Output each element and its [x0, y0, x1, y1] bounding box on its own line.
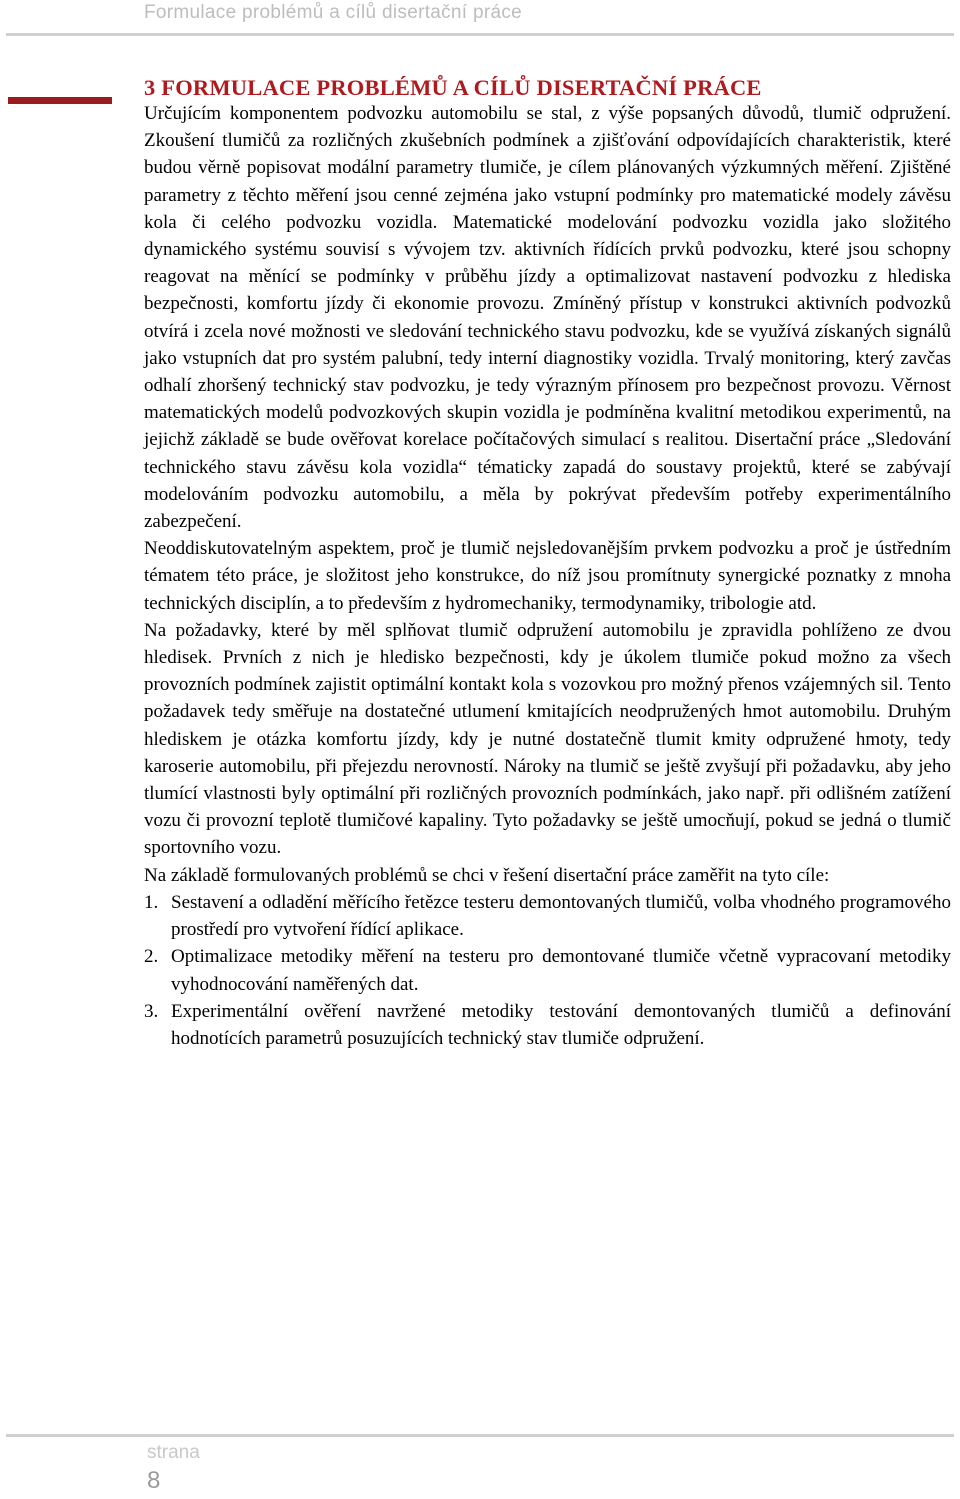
paragraph-goals-intro: Na základě formulovaných problémů se chci v řešení disertační práce zaměřit na tyto cíle:: [144, 864, 830, 886]
goal-item: [144, 889, 951, 943]
goal-item: [144, 998, 951, 1052]
paragraph-requirements: Na požadavky, které by měl splňovat tlumič odpružení automobilu je zpravidla pohlíženo ze dvou hledisek. Prvních z nich je hledisko bezpečnosti, kdy je úkolem tlumiče pokud možno za všech provozních podmínek zajistit optimální kontakt kola s vozovkou pro možný přenos vzájemných sil. Tento požadavek tedy směřuje na dostatečné utlumení kmitajících neodpružených hmot automobilu. Druhým hlediskem je otázka komfortu jízdy, kdy je nutné dostatečně tlumit kmity odpružené hmoty, tedy karoserie automobilu, při přejezdu nerovností. Nároky na tlumič se ještě zvyšují při požadavku, aby jeho tlumící vlastnosti byly optimální při rozličných provozních podmínkách, jako např. při odlišném zatížení vozu či provozní teplotě tlumičové kapaliny. Tyto požadavky se ještě umocňují, pokud se jedná o tlumič sportovního vozu.: [144, 619, 951, 859]
header-divider: [6, 33, 954, 36]
running-header: Formulace problémů a cílů disertační práce: [144, 2, 522, 23]
body-text: [144, 100, 951, 1052]
goals-list: [144, 889, 951, 1052]
goal-item: [144, 943, 951, 997]
footer-page-label: strana: [147, 1442, 200, 1463]
goal-text: Optimalizace metodiky měření na testeru pro demontované tlumiče včetně vypracovaní metodiky vyhodnocování naměřených dat.: [171, 946, 951, 995]
goal-number: 2.: [144, 946, 159, 968]
goal-text: Experimentální ověření navržené metodiky testování demontovaných tlumičů a definování hodnotících parametrů posuzujících technický stav tlumiče odpružení.: [171, 1000, 951, 1049]
goal-number: 1.: [144, 891, 159, 913]
footer-divider: [6, 1434, 954, 1437]
section-title: 3 FORMULACE PROBLÉMŮ A CÍLŮ DISERTAČNÍ PRÁCE: [144, 75, 762, 100]
paragraph-intro: Určujícím komponentem podvozku automobilu se stal, z výše popsaných důvodů, tlumič odpružení. Zkoušení tlumičů za rozličných zkušebních podmínek a zjišťování odpovídajících charakteristik, které budou věrně popisovat modální parametry tlumiče, je cílem plánovaných výzkumných měření. Zjištěné parametry z těchto měření jsou cenné zejména jako vstupní podmínky pro matematické modely závěsu kola či celého podvozku vozidla. Matematické modelování podvozku vozidla jako složitého dynamického systému souvisí s vývojem tzv. aktivních řídících prvků podvozku, které jsou schopny reagovat na měnící se podmínky v průběhu jízdy a optimalizovat nastavení podvozku z hlediska bezpečnosti, komfortu jízdy či ekonomie provozu. Zmíněný přístup v konstrukci aktivních podvozků otvírá i zcela nové možnosti ve sledování technického stavu podvozku, kde se využívá získaných signálů jako vstupních dat pro systém palubní, tedy interní diagnostiky vozidla. Trvalý monitoring, který zavčas odhalí zhoršený technický stav podvozku, je tedy výrazným přínosem pro bezpečnost provozu. Věrnost matematických modelů podvozkových skupin vozidla je podmíněna kvalitní metodikou experimentů, na jejichž základě se bude ověřovat korelace počítačových simulací s realitou. Disertační práce „Sledování technického stavu závěsu kola vozidla“ tématicky zapadá do soustavy projektů, které se zabývají modelováním podvozku automobilu, a měla by pokrývat především potřeby experimentálního zabezpečení.: [144, 103, 951, 533]
goal-number: 3.: [144, 1000, 159, 1022]
title-accent-bar: [8, 97, 112, 104]
paragraph-construction: Neoddiskutovatelným aspektem, proč je tlumič nejsledovanějším prvkem podvozku a proč je ústředním tématem této práce, je složitost jeho konstrukce, do níž jsou promítnuty synergické poznatky z mnoha technických disciplín, a to především z hydromechaniky, termodynamiky, tribologie atd.: [144, 538, 951, 614]
page-number: 8: [147, 1467, 161, 1494]
goal-text: Sestavení a odladění měřícího řetězce testeru demontovaných tlumičů, volba vhodného programového prostředí pro vytvoření řídící aplikace.: [171, 891, 951, 941]
